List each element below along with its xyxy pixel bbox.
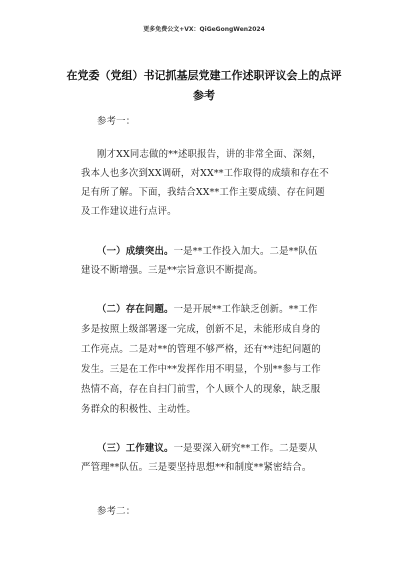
section-problems-line-3: 工作亮点。二是对**的管理不够严格，还有**违纪问题的: [81, 344, 321, 355]
section-problems-heading: （二）存在问题。: [97, 304, 174, 315]
section-problems-line-2: 多是按照上级部署逐一完成，创新不足，未能形成自身的: [81, 324, 321, 335]
section-suggestions-line-2: 严管理**队伍。三是要坚持思想**和制度**紧密结合。: [81, 462, 312, 473]
document-title: 在党委（党组）书记抓基层党建工作述职评议会上的点评: [66, 69, 342, 82]
section-achievements-text: 一是**工作投入加大。二是**队伍: [173, 246, 318, 257]
section-problems-line-6: 务群众的积极性、主动性。: [81, 404, 196, 415]
section-suggestions-text: 一是要深入研究**工作。二是要从: [173, 443, 318, 454]
intro-line-4: 及工作建议进行点评。: [81, 206, 177, 217]
section-achievements-heading: （一）成绩突出。: [97, 246, 174, 257]
section-achievements-line-2: 建设不断增强。三是**宗旨意识不断提高。: [81, 265, 264, 276]
section-problems-text: 一是开展**工作缺乏创新。**工作: [173, 304, 318, 315]
section-problems-line-5: 热情不高，存在自扫门前雪，个人顾个人的现象，缺乏服: [81, 384, 321, 395]
section-problems-line-4: 发生。三是在工作中**发挥作用不明显，个别**参与工作: [81, 364, 321, 375]
intro-line-2: 我本人也多次到XX调研，对XX**工作取得的成绩和存在不: [81, 168, 329, 179]
reference-two-label: 参考二：: [97, 506, 136, 517]
header-note: 更多免费公文+VX：QiGeGongWen2024: [143, 26, 265, 33]
intro-line-1: 刚才XX同志做的**述职报告，讲的非常全面、深刻，: [97, 149, 322, 160]
section-suggestions-heading: （三）工作建议。: [97, 443, 174, 454]
document-title-line2: 参考: [193, 89, 215, 102]
reference-one-label: 参考一：: [97, 116, 136, 127]
intro-line-3: 足有所了解。下面，我结合XX**工作主要成绩、存在问题: [81, 187, 325, 198]
